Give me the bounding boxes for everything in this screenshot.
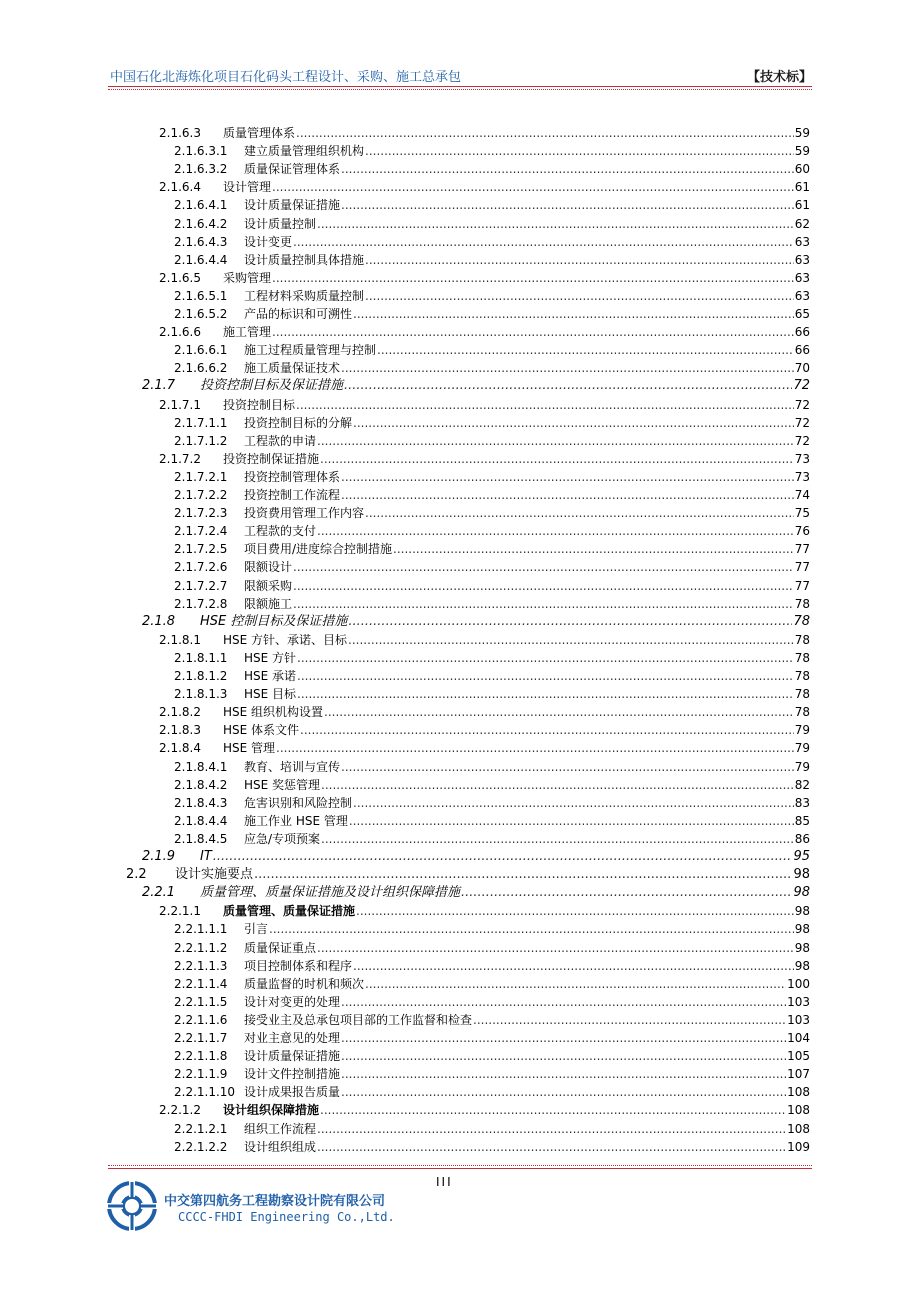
company-logo-icon bbox=[106, 1180, 158, 1232]
toc-entry-page: 73 bbox=[794, 469, 810, 484]
toc-entry-number: 2.2.1.2.2 bbox=[174, 1139, 228, 1154]
toc-entry-title: 质量管理体系 bbox=[223, 126, 296, 140]
toc-entry-page: 109 bbox=[787, 1139, 810, 1154]
toc-entry[interactable] bbox=[174, 542, 810, 558]
toc-entry-title: 投资费用管理工作内容 bbox=[244, 506, 365, 521]
toc-entry-page: 70 bbox=[794, 361, 810, 376]
toc-entry-title: 设计质量保证措施 bbox=[244, 198, 341, 213]
toc-leader-dots bbox=[320, 452, 794, 466]
toc-entry-number: 2.2.1 bbox=[142, 885, 176, 901]
toc-entry-number: 2.1.6.6 bbox=[159, 325, 201, 340]
toc-entry-page: 72 bbox=[794, 397, 810, 412]
header-rule bbox=[108, 86, 812, 87]
toc-entry-number: 2.1.7.2.1 bbox=[174, 469, 228, 484]
toc-entry-number: 2.2.1.1.5 bbox=[174, 994, 228, 1009]
toc-leader-dots bbox=[341, 760, 794, 774]
toc-entry-page: 78 bbox=[794, 705, 810, 720]
toc-entry-number: 2.1.6.3.1 bbox=[174, 144, 228, 159]
toc-entry[interactable] bbox=[142, 615, 810, 631]
toc-entry[interactable] bbox=[142, 886, 810, 902]
toc-leader-dots bbox=[353, 416, 794, 430]
toc-entry-number: 2.1.8.1.1 bbox=[174, 650, 228, 665]
toc-entry[interactable] bbox=[174, 977, 810, 993]
toc-entry-page: 108 bbox=[787, 1103, 810, 1118]
toc-entry-title: 设计管理 bbox=[223, 180, 272, 195]
toc-entry-page: 108 bbox=[787, 1121, 810, 1136]
toc-leader-dots bbox=[353, 307, 794, 321]
toc-entry-number: 2.1.6.3.2 bbox=[174, 162, 228, 177]
toc-entry-page: 72 bbox=[794, 433, 810, 448]
toc-entry-page: 79 bbox=[794, 723, 810, 738]
toc-entry[interactable] bbox=[174, 579, 810, 595]
toc-entry-title: 组织工作流程 bbox=[244, 1121, 317, 1136]
toc-entry-number: 2.1.6.5.1 bbox=[174, 288, 228, 303]
toc-entry[interactable] bbox=[174, 144, 810, 160]
toc-entry[interactable] bbox=[174, 470, 810, 486]
toc-entry-page: 78 bbox=[793, 613, 810, 629]
toc-entry[interactable] bbox=[174, 253, 810, 269]
toc-entry-number: 2.2.1.1.8 bbox=[174, 1049, 228, 1064]
toc-entry-page: 61 bbox=[794, 180, 810, 195]
toc-entry-number: 2.2.1.1.7 bbox=[174, 1031, 228, 1045]
toc-entry-page: 72 bbox=[793, 378, 810, 394]
toc-entry-page: 65 bbox=[794, 307, 810, 321]
toc-entry-page: 105 bbox=[787, 1049, 810, 1064]
toc-leader-dots bbox=[321, 832, 794, 846]
toc-entry-title: HSE 奖惩管理 bbox=[244, 777, 321, 792]
toc-entry-title: 项目费用/进度综合控制措施 bbox=[244, 542, 393, 557]
header-tag: 【技术标】 bbox=[746, 70, 812, 85]
toc-leader-dots bbox=[341, 488, 794, 502]
toc-leader-dots bbox=[365, 289, 794, 303]
toc-leader-dots bbox=[473, 1013, 786, 1027]
toc-entry[interactable] bbox=[174, 488, 810, 504]
toc-entry[interactable] bbox=[159, 271, 810, 287]
toc-leader-dots bbox=[317, 1122, 786, 1136]
toc-entry[interactable] bbox=[159, 452, 810, 468]
toc-entry[interactable] bbox=[174, 814, 810, 830]
toc-entry-title: 设计文件控制措施 bbox=[244, 1067, 341, 1082]
toc-leader-dots bbox=[293, 597, 794, 611]
toc-entry[interactable] bbox=[174, 669, 810, 685]
toc-entry-number: 2.1.7.2.3 bbox=[174, 506, 228, 521]
toc-entry-page: 75 bbox=[794, 506, 810, 521]
toc-entry[interactable] bbox=[174, 832, 810, 848]
toc-entry[interactable] bbox=[159, 904, 810, 920]
toc-entry-number: 2.1.6.4.2 bbox=[174, 216, 228, 231]
toc-leader-dots bbox=[269, 922, 794, 936]
toc-leader-dots bbox=[297, 669, 794, 683]
toc-leader-dots bbox=[341, 1085, 786, 1099]
toc-entry[interactable] bbox=[174, 922, 810, 938]
toc-entry[interactable] bbox=[159, 723, 810, 739]
toc-entry-number: 2.2.1.1.10 bbox=[174, 1085, 236, 1100]
toc-entry-title: 建立质量管理组织机构 bbox=[244, 144, 365, 159]
toc-entry-page: 79 bbox=[794, 741, 810, 756]
toc-entry-number: 2.1.6.6.2 bbox=[174, 361, 228, 376]
toc-entry-page: 103 bbox=[787, 1012, 810, 1027]
toc-entry-title: HSE 目标 bbox=[244, 687, 297, 702]
toc-entry-page: 100 bbox=[787, 976, 810, 991]
toc-entry[interactable] bbox=[174, 361, 810, 377]
toc-entry-number: 2.1.7.2.6 bbox=[174, 560, 228, 575]
toc-entry[interactable] bbox=[174, 235, 810, 251]
toc-entry-title: 对业主意见的处理 bbox=[244, 1031, 341, 1045]
toc-leader-dots bbox=[296, 398, 794, 412]
toc-entry-number: 2.1.6.3 bbox=[159, 126, 201, 140]
toc-leader-dots bbox=[254, 868, 792, 882]
toc-entry-page: 61 bbox=[794, 198, 810, 213]
toc-entry-title: 设计变更 bbox=[244, 234, 293, 249]
toc-leader-dots bbox=[317, 941, 794, 955]
toc-entry[interactable] bbox=[174, 289, 810, 305]
toc-entry-title: HSE 体系文件 bbox=[223, 723, 300, 738]
toc-entry[interactable] bbox=[159, 705, 810, 721]
toc-entry-number: 2.1.9 bbox=[142, 849, 176, 864]
toc-entry-number: 2.2.1.1.4 bbox=[174, 976, 228, 991]
toc-entry-title: 引言 bbox=[244, 922, 269, 937]
toc-entry-page: 98 bbox=[794, 922, 810, 937]
toc-entry[interactable] bbox=[142, 379, 810, 395]
toc-leader-dots bbox=[341, 470, 794, 484]
toc-entry-page: 72 bbox=[794, 415, 810, 430]
toc-entry-page: 85 bbox=[794, 813, 810, 828]
toc-entry-number: 2.1.7.2.7 bbox=[174, 578, 228, 593]
toc-entry-page: 82 bbox=[794, 777, 810, 792]
toc-entry-page: 107 bbox=[787, 1067, 810, 1082]
toc-entry-title: 质量监督的时机和频次 bbox=[244, 976, 365, 991]
toc-entry-number: 2.1.6.5 bbox=[159, 270, 201, 285]
toc-entry-page: 95 bbox=[793, 849, 810, 864]
toc-entry-page: 98 bbox=[794, 904, 810, 919]
toc-entry-number: 2.1.7.2.5 bbox=[174, 542, 228, 557]
toc-entry-page: 78 bbox=[794, 632, 810, 647]
toc-entry[interactable] bbox=[159, 1103, 810, 1119]
toc-entry-title: 工程款的支付 bbox=[244, 524, 317, 539]
toc-entry[interactable] bbox=[174, 995, 810, 1011]
toc-entry[interactable] bbox=[174, 307, 810, 323]
toc-entry[interactable] bbox=[174, 778, 810, 794]
toc-entry-number: 2.2.1.1.9 bbox=[174, 1067, 228, 1082]
toc-entry-number: 2.1.8.1.3 bbox=[174, 687, 228, 702]
toc-leader-dots bbox=[321, 778, 794, 792]
toc-entry-title: 设计质量控制 bbox=[244, 216, 317, 231]
toc-entry-page: 73 bbox=[794, 451, 810, 466]
toc-entry-title: 施工管理 bbox=[223, 325, 272, 340]
toc-entry-title: 采购管理 bbox=[223, 270, 272, 285]
toc-entry[interactable] bbox=[174, 506, 810, 522]
toc-leader-dots bbox=[365, 144, 794, 158]
toc-entry[interactable] bbox=[159, 325, 810, 341]
toc-leader-dots bbox=[320, 1103, 786, 1117]
toc-entry-title: 投资控制保证措施 bbox=[223, 451, 320, 466]
toc-leader-dots bbox=[356, 904, 794, 918]
toc-entry-title: 投资控制目标 bbox=[223, 397, 296, 412]
toc-entry-title: 施工作业 HSE 管理 bbox=[244, 813, 348, 828]
toc-entry-title: 质量保证重点 bbox=[244, 940, 317, 955]
toc-entry[interactable] bbox=[174, 760, 810, 776]
toc-entry-title: 设计组织组成 bbox=[244, 1139, 317, 1154]
toc-entry[interactable] bbox=[174, 560, 810, 576]
toc-entry-title: HSE 管理 bbox=[223, 741, 276, 756]
toc-entry-page: 78 bbox=[794, 669, 810, 683]
toc-entry-page: 62 bbox=[794, 216, 810, 231]
toc-entry-page: 77 bbox=[794, 578, 810, 593]
company-name-en: CCCC-FHDI Engineering Co.,Ltd. bbox=[178, 1210, 395, 1224]
footer-rule bbox=[108, 1168, 812, 1169]
toc-entry-number: 2.1.8 bbox=[142, 613, 176, 629]
toc-entry-number: 2.1.7.2 bbox=[159, 451, 201, 466]
company-name-cn: 中交第四航务工程勘察设计院有限公司 bbox=[164, 1194, 386, 1209]
toc-entry-title: 设计质量保证措施 bbox=[244, 1049, 341, 1064]
toc-leader-dots bbox=[393, 542, 794, 556]
toc-entry-number: 2.1.7.1 bbox=[159, 397, 201, 412]
toc-entry-number: 2.1.8.2 bbox=[159, 705, 201, 720]
toc-entry[interactable] bbox=[174, 524, 810, 540]
page-number: III bbox=[436, 1175, 453, 1189]
toc-entry[interactable] bbox=[159, 741, 810, 757]
toc-entry-page: 77 bbox=[794, 542, 810, 557]
toc-entry-title: 限额施工 bbox=[244, 596, 293, 611]
toc-entry-title: 施工质量保证技术 bbox=[244, 361, 341, 376]
header-rule-dotted bbox=[108, 89, 812, 90]
toc-entry-number: 2.1.6.6.1 bbox=[174, 343, 228, 358]
toc-entry[interactable] bbox=[174, 1140, 810, 1156]
toc-entry-title: HSE 组织机构设置 bbox=[223, 705, 324, 720]
toc-entry-title: HSE 控制目标及保证措施 bbox=[200, 613, 348, 629]
toc-entry-title: 设计组织保障措施 bbox=[223, 1103, 320, 1118]
toc-entry-number: 2.2.1.2 bbox=[159, 1103, 201, 1118]
toc-entry[interactable] bbox=[174, 434, 810, 450]
toc-leader-dots bbox=[324, 705, 794, 719]
toc-entry-title: 工程材料采购质量控制 bbox=[244, 288, 365, 303]
toc-entry[interactable] bbox=[174, 941, 810, 957]
toc-entry[interactable] bbox=[174, 597, 810, 613]
toc-entry-page: 76 bbox=[794, 524, 810, 539]
toc-entry-title: 投资控制目标及保证措施 bbox=[200, 378, 344, 394]
toc-entry-title: HSE 方针 bbox=[244, 650, 297, 665]
toc-entry-title: 产品的标识和可溯性 bbox=[244, 307, 353, 321]
toc-entry-title: 质量管理、质量保证措施 bbox=[223, 904, 356, 919]
toc-entry-number: 2.1.8.1.2 bbox=[174, 669, 228, 683]
toc-entry[interactable] bbox=[174, 1067, 810, 1083]
toc-leader-dots bbox=[348, 615, 792, 629]
toc-entry-number: 2.1.7.2.8 bbox=[174, 596, 228, 611]
toc-entry-page: 74 bbox=[794, 488, 810, 502]
toc-entry-title: 限额采购 bbox=[244, 578, 293, 593]
toc-entry-number: 2.1.7.1.2 bbox=[174, 433, 228, 448]
toc-leader-dots bbox=[293, 579, 794, 593]
toc-leader-dots bbox=[317, 1140, 786, 1154]
toc-leader-dots bbox=[461, 886, 792, 900]
toc-leader-dots bbox=[297, 651, 794, 665]
toc-leader-dots bbox=[341, 1049, 786, 1063]
toc-leader-dots bbox=[341, 995, 786, 1009]
header-title: 中国石化北海炼化项目石化码头工程设计、采购、施工总承包 bbox=[110, 70, 462, 85]
toc-entry-number: 2.1.8.4.3 bbox=[174, 795, 228, 810]
toc-entry-title: 投资控制目标的分解 bbox=[244, 415, 353, 430]
toc-leader-dots bbox=[365, 977, 786, 991]
toc-entry-page: 66 bbox=[794, 325, 810, 340]
toc-entry-title: 设计质量控制具体措施 bbox=[244, 252, 365, 267]
toc-entry-number: 2.2.1.1.3 bbox=[174, 958, 228, 973]
toc-entry-number: 2.1.7.2.2 bbox=[174, 488, 228, 502]
toc-entry-page: 63 bbox=[794, 234, 810, 249]
toc-entry-title: 质量保证管理体系 bbox=[244, 162, 341, 177]
toc-leader-dots bbox=[293, 235, 794, 249]
toc-entry-page: 60 bbox=[794, 162, 810, 177]
toc-leader-dots bbox=[353, 959, 794, 973]
toc-leader-dots bbox=[341, 162, 794, 176]
toc-entry-title: 限额设计 bbox=[244, 560, 293, 575]
footer-rule-dotted bbox=[108, 1165, 812, 1166]
toc-entry-title: 施工过程质量管理与控制 bbox=[244, 343, 377, 358]
toc-entry-title: 危害识别和风险控制 bbox=[244, 795, 353, 810]
toc-entry[interactable] bbox=[126, 868, 810, 884]
toc-leader-dots bbox=[365, 506, 794, 520]
toc-entry-page: 78 bbox=[794, 687, 810, 702]
toc-leader-dots bbox=[300, 723, 794, 737]
toc-entry-number: 2.1.6.5.2 bbox=[174, 307, 228, 321]
toc-leader-dots bbox=[317, 434, 794, 448]
toc-entry-number: 2.1.8.3 bbox=[159, 723, 201, 738]
toc-leader-dots bbox=[377, 343, 794, 357]
toc-entry-number: 2.2.1.1.2 bbox=[174, 940, 228, 955]
toc-entry-number: 2.1.8.1 bbox=[159, 632, 201, 647]
toc-entry-number: 2.1.6.4 bbox=[159, 180, 201, 195]
toc-entry-number: 2.2.1.1.1 bbox=[174, 922, 228, 937]
toc-leader-dots bbox=[341, 361, 794, 375]
toc-leader-dots bbox=[276, 741, 794, 755]
toc-entry[interactable] bbox=[174, 959, 810, 975]
toc-entry[interactable] bbox=[174, 217, 810, 233]
toc-entry-page: 59 bbox=[794, 144, 810, 159]
toc-entry-title: 质量管理、质量保证措施及设计组织保障措施 bbox=[200, 885, 461, 901]
toc-leader-dots bbox=[365, 253, 794, 267]
toc-leader-dots bbox=[353, 796, 794, 810]
toc-entry-number: 2.1.6.4.1 bbox=[174, 198, 228, 213]
toc-entry[interactable] bbox=[174, 1031, 810, 1047]
toc-entry-title: 设计实施要点 bbox=[175, 867, 254, 883]
toc-entry[interactable] bbox=[174, 1122, 810, 1138]
toc-entry-number: 2.2.1.2.1 bbox=[174, 1121, 228, 1136]
toc-entry-page: 77 bbox=[794, 560, 810, 575]
toc-entry-number: 2.1.6.4.4 bbox=[174, 252, 228, 267]
toc-leader-dots bbox=[293, 560, 794, 574]
toc-leader-dots bbox=[213, 850, 793, 864]
toc-entry-number: 2.1.8.4.4 bbox=[174, 813, 228, 828]
toc-entry-page: 98 bbox=[793, 867, 810, 883]
toc-leader-dots bbox=[341, 1067, 786, 1081]
toc-entry-number: 2.2.1.1 bbox=[159, 904, 201, 919]
toc-entry-page: 66 bbox=[794, 343, 810, 358]
toc-entry-page: 98 bbox=[794, 940, 810, 955]
toc-entry[interactable] bbox=[159, 398, 810, 414]
toc-entry-title: 设计成果报告质量 bbox=[244, 1085, 341, 1100]
toc-entry[interactable] bbox=[174, 687, 810, 703]
toc-entry[interactable] bbox=[174, 198, 810, 214]
toc-entry[interactable] bbox=[174, 343, 810, 359]
toc-entry-page: 79 bbox=[794, 759, 810, 774]
toc-entry[interactable] bbox=[174, 1085, 810, 1101]
toc-entry[interactable] bbox=[142, 850, 810, 866]
toc-entry-page: 63 bbox=[794, 270, 810, 285]
toc-leader-dots bbox=[344, 379, 792, 393]
toc-entry-number: 2.1.8.4.5 bbox=[174, 831, 228, 846]
toc-entry-number: 2.1.7.1.1 bbox=[174, 415, 228, 430]
toc-entry-page: 98 bbox=[794, 958, 810, 973]
toc-entry[interactable] bbox=[174, 162, 810, 178]
toc-entry-title: HSE 方针、承诺、目标 bbox=[223, 632, 348, 647]
toc-leader-dots bbox=[341, 1031, 786, 1045]
toc-entry[interactable] bbox=[174, 651, 810, 667]
toc-entry[interactable] bbox=[159, 126, 810, 142]
toc-entry-page: 104 bbox=[787, 1031, 810, 1045]
toc-leader-dots bbox=[272, 271, 794, 285]
toc-leader-dots bbox=[272, 180, 794, 194]
toc-entry-page: 63 bbox=[794, 252, 810, 267]
toc-leader-dots bbox=[317, 524, 794, 538]
toc-entry-page: 98 bbox=[793, 885, 810, 901]
toc-entry-number: 2.1.6.4.3 bbox=[174, 234, 228, 249]
toc-leader-dots bbox=[349, 814, 794, 828]
toc-entry-number: 2.2.1.1.6 bbox=[174, 1012, 228, 1027]
toc-entry[interactable] bbox=[174, 796, 810, 812]
toc-leader-dots bbox=[296, 126, 794, 140]
toc-entry-page: 78 bbox=[794, 650, 810, 665]
toc-leader-dots bbox=[341, 198, 794, 212]
toc-entry-page: 108 bbox=[787, 1085, 810, 1100]
toc-entry-page: 86 bbox=[794, 831, 810, 846]
toc-entry-title: 投资控制管理体系 bbox=[244, 469, 341, 484]
toc-entry-page: 83 bbox=[794, 795, 810, 810]
toc-entry-title: 应急/专项预案 bbox=[244, 831, 321, 846]
toc-entry-number: 2.1.7.2.4 bbox=[174, 524, 228, 539]
toc-entry-title: 教育、培训与宣传 bbox=[244, 759, 341, 774]
toc-entry-title: HSE 承诺 bbox=[244, 669, 297, 683]
toc-leader-dots bbox=[317, 217, 794, 231]
toc-entry[interactable] bbox=[174, 1013, 810, 1029]
toc-entry[interactable] bbox=[174, 416, 810, 432]
toc-entry-number: 2.1.8.4 bbox=[159, 741, 201, 756]
toc-leader-dots bbox=[272, 325, 794, 339]
toc-entry-number: 2.1.8.4.2 bbox=[174, 777, 228, 792]
toc-entry-number: 2.1.8.4.1 bbox=[174, 759, 228, 774]
toc-entry-page: 59 bbox=[794, 126, 810, 140]
toc-entry-page: 103 bbox=[787, 994, 810, 1009]
toc-leader-dots bbox=[348, 633, 794, 647]
toc-entry-number: 2.2 bbox=[126, 867, 147, 883]
toc-entry-title: 工程款的申请 bbox=[244, 433, 317, 448]
toc-entry-number: 2.1.7 bbox=[142, 378, 176, 394]
toc-entry-title: 项目控制体系和程序 bbox=[244, 958, 353, 973]
toc-entry-title: IT bbox=[200, 849, 212, 864]
toc-entry[interactable] bbox=[159, 180, 810, 196]
toc-entry-title: 投资控制工作流程 bbox=[244, 488, 341, 502]
toc-entry-title: 接受业主及总承包项目部的工作监督和检查 bbox=[244, 1012, 473, 1027]
toc-entry-page: 63 bbox=[794, 288, 810, 303]
toc-leader-dots bbox=[297, 687, 794, 701]
toc-entry-page: 78 bbox=[794, 596, 810, 611]
toc-entry[interactable] bbox=[159, 633, 810, 649]
toc-entry[interactable] bbox=[174, 1049, 810, 1065]
toc-entry-title: 设计对变更的处理 bbox=[244, 994, 341, 1009]
